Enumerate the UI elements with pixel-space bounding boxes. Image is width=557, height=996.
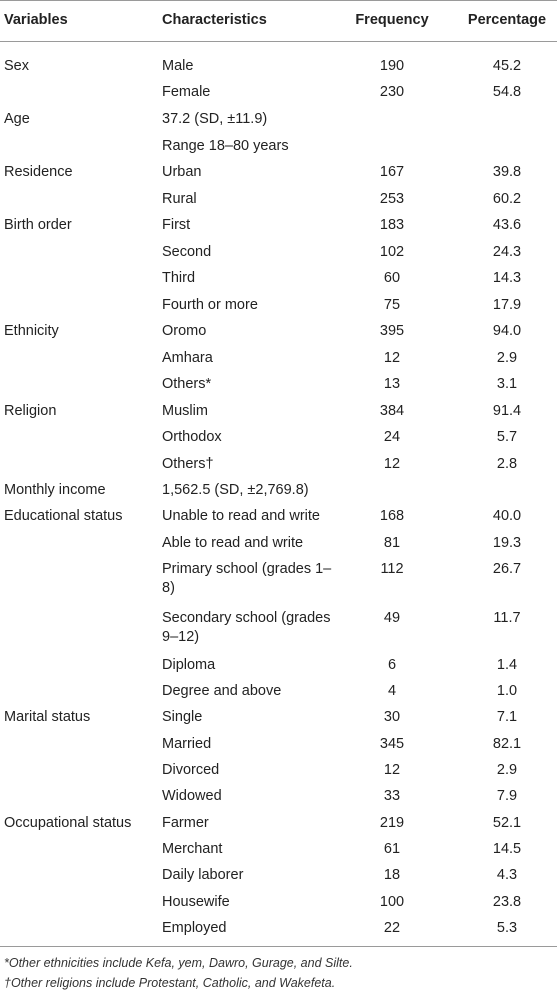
row-variable: Educational status bbox=[4, 508, 123, 524]
row-percentage: 7.9 bbox=[496, 788, 518, 804]
row-characteristic: Male bbox=[162, 58, 194, 74]
row-percentage: 2.8 bbox=[496, 456, 518, 472]
row-frequency: 112 bbox=[380, 561, 404, 577]
row-frequency: 24 bbox=[383, 429, 401, 445]
row-characteristic: Divorced bbox=[162, 762, 220, 778]
row-frequency: 395 bbox=[379, 323, 405, 339]
row-characteristic: 37.2 (SD, ±11.9) bbox=[162, 111, 268, 127]
row-characteristic: Able to read and write bbox=[162, 535, 304, 551]
row-percentage: 11.7 bbox=[493, 610, 521, 626]
row-characteristic: Range 18–80 years bbox=[162, 138, 289, 154]
row-percentage: 82.1 bbox=[492, 736, 522, 752]
row-percentage: 39.8 bbox=[492, 164, 522, 180]
row-percentage: 14.5 bbox=[492, 841, 522, 857]
row-frequency: 183 bbox=[379, 217, 405, 233]
row-frequency: 168 bbox=[379, 508, 405, 524]
row-frequency: 253 bbox=[379, 191, 405, 207]
footnote-religion: †Other religions include Protestant, Catholic, and Wakefeta. bbox=[4, 976, 336, 990]
row-characteristic: Oromo bbox=[162, 323, 207, 339]
table-bottom-rule bbox=[0, 946, 557, 947]
row-percentage: 4.3 bbox=[496, 867, 518, 883]
row-characteristic: 1,562.5 (SD, ±2,769.8) bbox=[162, 482, 309, 498]
row-variable: Occupational status bbox=[4, 815, 132, 831]
row-variable: Marital status bbox=[4, 709, 91, 725]
row-percentage: 23.8 bbox=[492, 894, 522, 910]
row-characteristic: Merchant bbox=[162, 841, 223, 857]
footnote-ethnicity: *Other ethnicities include Kefa, yem, Dawro, Gurage, and Silte. bbox=[4, 956, 353, 970]
row-percentage: 7.1 bbox=[496, 709, 518, 725]
row-characteristic: Housewife bbox=[162, 894, 230, 910]
row-percentage: 3.1 bbox=[496, 376, 518, 392]
row-characteristic: Others* bbox=[162, 376, 212, 392]
row-variable: Birth order bbox=[4, 217, 72, 233]
row-frequency: 18 bbox=[383, 867, 401, 883]
row-frequency: 219 bbox=[379, 815, 405, 831]
table-header bbox=[0, 0, 557, 42]
row-percentage: 2.9 bbox=[496, 350, 518, 366]
row-frequency: 4 bbox=[387, 683, 397, 699]
row-percentage: 26.7 bbox=[492, 561, 522, 577]
row-frequency: 190 bbox=[379, 58, 405, 74]
row-frequency: 22 bbox=[383, 920, 401, 936]
row-characteristic: Daily laborer bbox=[162, 867, 244, 883]
row-characteristic: Second bbox=[162, 244, 212, 260]
row-variable: Religion bbox=[4, 403, 57, 419]
row-percentage: 94.0 bbox=[492, 323, 522, 339]
row-percentage: 54.8 bbox=[492, 84, 522, 100]
row-variable: Monthly income bbox=[4, 482, 106, 498]
row-frequency: 49 bbox=[383, 610, 401, 626]
row-percentage: 45.2 bbox=[492, 58, 522, 74]
row-characteristic: Third bbox=[162, 270, 196, 286]
row-frequency: 6 bbox=[387, 657, 397, 673]
row-frequency: 30 bbox=[383, 709, 401, 725]
row-characteristic: Widowed bbox=[162, 788, 222, 804]
row-characteristic: Amhara bbox=[162, 350, 213, 366]
row-variable: Residence bbox=[4, 164, 73, 180]
row-characteristic: Employed bbox=[162, 920, 227, 936]
row-percentage: 60.2 bbox=[492, 191, 522, 207]
row-characteristic: First bbox=[162, 217, 191, 233]
row-percentage: 19.3 bbox=[492, 535, 522, 551]
row-characteristic: Female bbox=[162, 84, 211, 100]
row-variable: Ethnicity bbox=[4, 323, 59, 339]
row-frequency: 384 bbox=[379, 403, 405, 419]
row-characteristic: Secondary school (grades 9–12) bbox=[162, 610, 331, 645]
row-characteristic: Unable to read and write bbox=[162, 508, 320, 524]
row-frequency: 102 bbox=[379, 244, 405, 260]
row-variable: Age bbox=[4, 111, 30, 127]
row-frequency: 230 bbox=[379, 84, 405, 100]
header-percentage: Percentage bbox=[467, 12, 547, 28]
row-percentage: 5.3 bbox=[496, 920, 518, 936]
row-characteristic: Married bbox=[162, 736, 212, 752]
row-characteristic: Muslim bbox=[162, 403, 208, 419]
row-frequency: 61 bbox=[383, 841, 401, 857]
header-frequency: Frequency bbox=[355, 12, 429, 28]
row-percentage: 1.4 bbox=[496, 657, 518, 673]
row-characteristic: Farmer bbox=[162, 815, 209, 831]
row-percentage: 52.1 bbox=[492, 815, 522, 831]
row-frequency: 167 bbox=[379, 164, 405, 180]
header-characteristics: Characteristics bbox=[162, 12, 267, 28]
row-frequency: 12 bbox=[383, 762, 401, 778]
row-characteristic: Primary school (grades 1–8) bbox=[162, 561, 332, 596]
row-percentage: 2.9 bbox=[496, 762, 518, 778]
row-characteristic: Others† bbox=[162, 456, 214, 472]
row-frequency: 81 bbox=[383, 535, 401, 551]
row-frequency: 13 bbox=[383, 376, 401, 392]
row-percentage: 1.0 bbox=[496, 683, 518, 699]
row-characteristic: Urban bbox=[162, 164, 202, 180]
row-percentage: 17.9 bbox=[492, 297, 522, 313]
row-frequency: 60 bbox=[383, 270, 401, 286]
row-characteristic: Degree and above bbox=[162, 683, 282, 699]
row-percentage: 24.3 bbox=[492, 244, 522, 260]
row-frequency: 12 bbox=[383, 350, 401, 366]
row-frequency: 75 bbox=[383, 297, 401, 313]
row-characteristic: Orthodox bbox=[162, 429, 222, 445]
row-percentage: 91.4 bbox=[492, 403, 522, 419]
row-frequency: 12 bbox=[383, 456, 401, 472]
row-percentage: 5.7 bbox=[496, 429, 518, 445]
row-percentage: 14.3 bbox=[492, 270, 522, 286]
row-characteristic: Rural bbox=[162, 191, 197, 207]
row-characteristic: Fourth or more bbox=[162, 297, 258, 313]
row-characteristic: Single bbox=[162, 709, 203, 725]
row-percentage: 40.0 bbox=[492, 508, 522, 524]
row-variable: Sex bbox=[4, 58, 29, 74]
row-frequency: 100 bbox=[379, 894, 405, 910]
row-frequency: 345 bbox=[379, 736, 405, 752]
row-frequency: 33 bbox=[383, 788, 401, 804]
header-variables: Variables bbox=[4, 12, 68, 28]
row-characteristic: Diploma bbox=[162, 657, 216, 673]
row-percentage: 43.6 bbox=[492, 217, 522, 233]
